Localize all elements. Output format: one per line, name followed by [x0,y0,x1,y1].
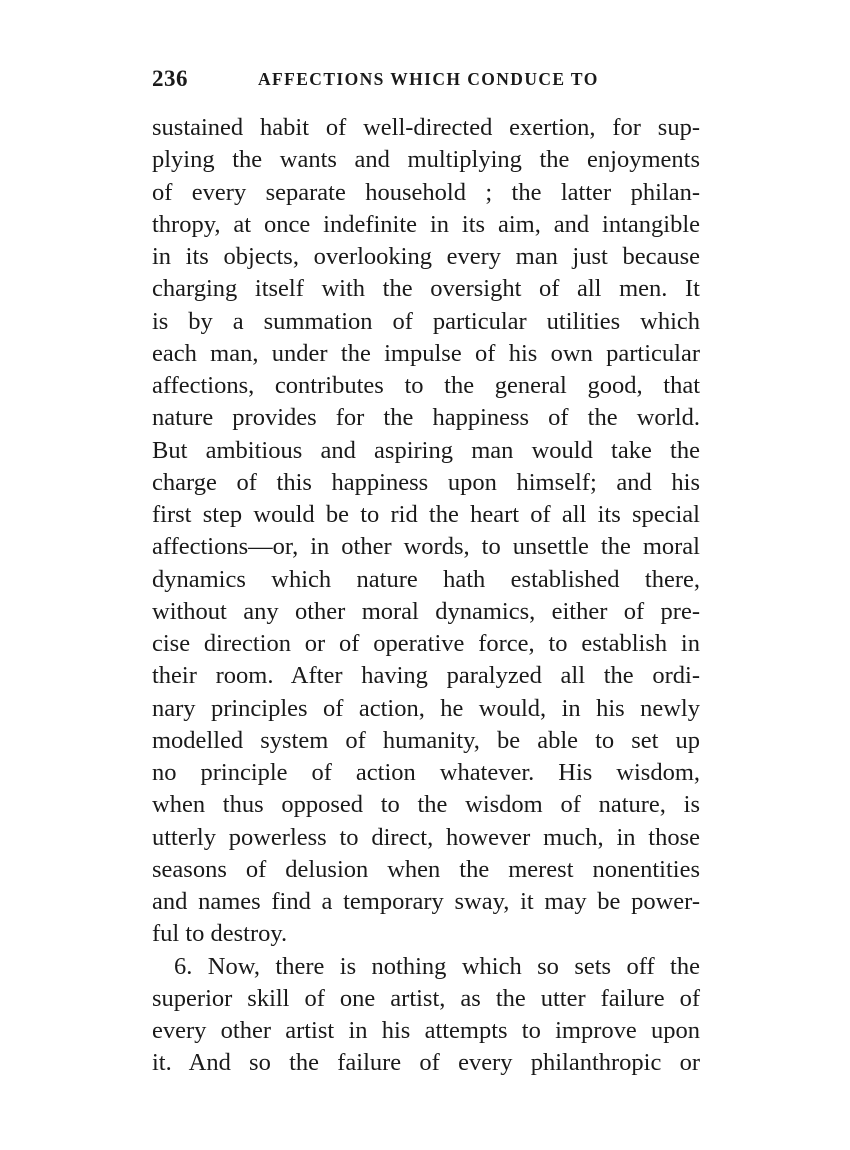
body-text [152,112,700,1080]
text-line: their room. After having paralyzed all the ordi- [152,662,700,690]
page-number: 236 [152,66,188,91]
text-line: seasons of delusion when the merest nonentities [152,855,700,883]
running-head [152,66,700,96]
text-line: first step would be to rid the heart of all its special [152,501,700,528]
text-line: ful to destroy. [152,920,288,948]
text-line: and names find a temporary sway, it may be power- [152,888,700,915]
text-line: But ambitious and aspiring man would take the [152,436,700,464]
text-line: every other artist in his attempts to improve upon [152,1017,700,1044]
text-line: dynamics which nature hath established there, [152,565,700,593]
text-line: plying the wants and multiplying the enjoyments [152,146,700,174]
text-line: no principle of action whatever. His wisdom, [152,759,700,786]
text-line: affections—or, in other words, to unsettle the moral [152,533,700,561]
paragraph-start-line: 6. Now, there is nothing which so sets off the [174,952,700,980]
text-line: without any other moral dynamics, either of pre- [152,597,700,625]
text-line: superior skill of one artist, as the utter failure of [152,984,700,1012]
text-line: charging itself with the oversight of all men. It [152,275,700,303]
running-title: AFFECTIONS WHICH CONDUCE TO [258,69,599,89]
text-line: it. And so the failure of every philanthropic or [152,1049,700,1077]
text-line: thropy, at once indefinite in its aim, and intangible [152,210,700,238]
text-line: of every separate household ; the latter philan- [152,178,700,206]
text-line: in its objects, overlooking every man just because [152,243,700,270]
text-line: nary principles of action, he would, in his newly [152,694,700,722]
text-line: affections, contributes to the general good, that [152,372,700,399]
text-line: charge of this happiness upon himself; and his [152,468,700,496]
text-line: cise direction or of operative force, to establish in [152,630,700,657]
text-line: utterly powerless to direct, however much, in those [152,823,700,851]
text-line: when thus opposed to the wisdom of nature, is [152,791,700,819]
text-line: nature provides for the happiness of the world. [152,404,700,432]
text-line: sustained habit of well-directed exertion, for sup- [152,114,700,141]
text-line: modelled system of humanity, be able to set up [152,726,700,754]
text-line: is by a summation of particular utilities which [152,307,700,335]
text-line: each man, under the impulse of his own particular [152,339,700,367]
